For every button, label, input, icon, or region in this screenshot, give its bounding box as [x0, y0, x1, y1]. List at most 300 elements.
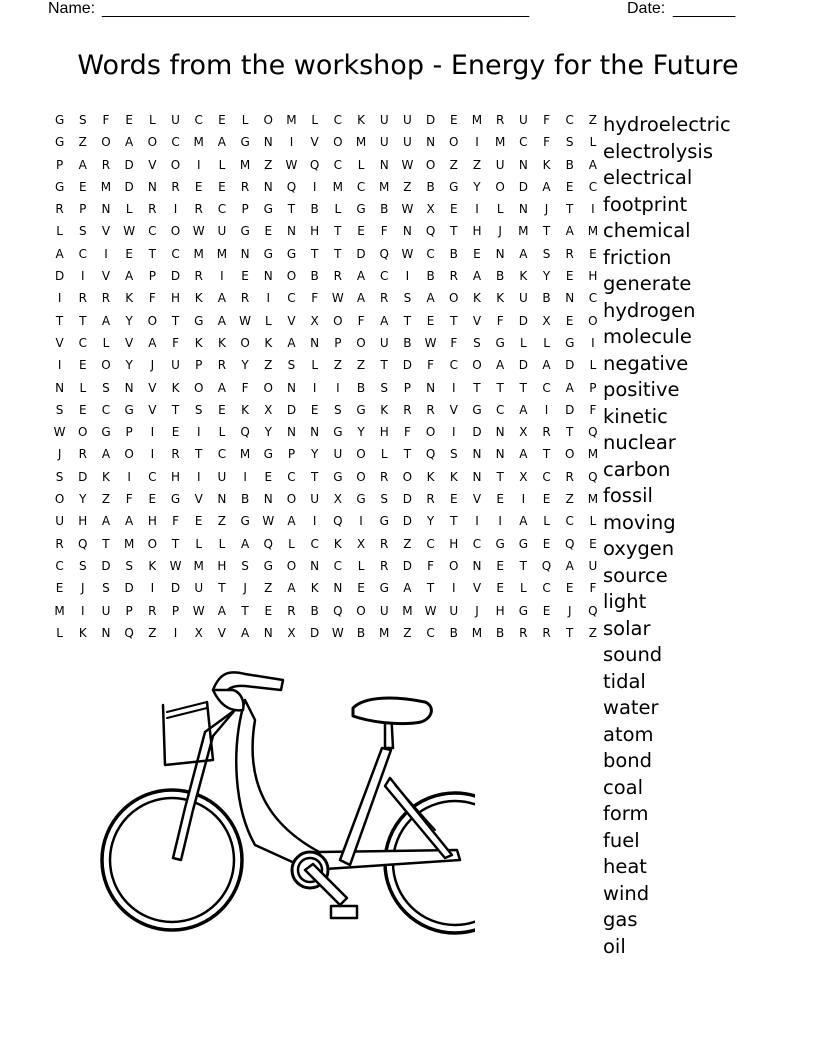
grid-letter: T — [218, 581, 226, 596]
grid-letter: A — [519, 402, 528, 417]
grid-letter: H — [171, 469, 181, 484]
grid-letter: M — [587, 224, 599, 239]
grid-letter: I — [591, 335, 595, 350]
grid-letter: O — [449, 135, 459, 150]
word-list-item: moving — [603, 510, 676, 534]
grid-letter: C — [495, 402, 505, 417]
grid-letter: T — [79, 313, 87, 328]
grid-letter: N — [55, 380, 65, 395]
grid-letter: S — [565, 135, 574, 150]
grid-letter: O — [193, 380, 204, 395]
grid-letter: C — [565, 113, 574, 127]
grid-letter: D — [565, 358, 575, 373]
grid-letter: A — [217, 291, 227, 306]
grid-letter: K — [426, 469, 435, 484]
grid-letter: L — [125, 202, 133, 217]
grid-letter: D — [101, 558, 111, 573]
grid-letter: M — [239, 447, 251, 462]
grid-letter: S — [102, 380, 110, 395]
grid-letter: S — [55, 469, 64, 484]
grid-letter: N — [518, 157, 528, 172]
grid-letter: F — [241, 380, 249, 395]
grid-letter: H — [379, 425, 389, 440]
grid-letter: N — [472, 558, 482, 573]
grid-letter: Z — [78, 135, 87, 150]
grid-letter: E — [78, 358, 87, 373]
grid-letter: K — [78, 625, 87, 640]
grid-letter: N — [263, 135, 273, 150]
grid-letter: M — [587, 447, 599, 462]
word-list-item: friction — [603, 245, 672, 269]
date-label: Date: — [627, 0, 666, 17]
grid-letter: E — [310, 402, 319, 417]
grid-letter: R — [240, 291, 250, 306]
grid-letter: C — [287, 291, 296, 306]
grid-letter: M — [379, 625, 390, 640]
grid-letter: G — [240, 224, 250, 239]
grid-letter: Q — [564, 536, 575, 551]
grid-letter: F — [450, 335, 458, 350]
grid-letter: L — [543, 335, 550, 350]
grid-letter: I — [173, 625, 178, 640]
grid-letter: K — [357, 113, 365, 127]
grid-letter: A — [496, 358, 505, 373]
word-list-item: hydroelectric — [603, 113, 731, 136]
word-list-item: hydrogen — [603, 298, 696, 322]
grid-letter: I — [196, 469, 201, 484]
grid-letter: L — [56, 625, 63, 640]
grid-letter: O — [564, 447, 575, 462]
grid-letter: N — [310, 335, 320, 350]
grid-letter: O — [78, 425, 88, 440]
word-list-item: source — [603, 563, 668, 587]
word-list-item: negative — [603, 351, 689, 375]
grid-letter: I — [498, 514, 502, 529]
grid-letter: E — [565, 179, 574, 194]
grid-letter: K — [194, 291, 203, 306]
grid-letter: T — [496, 380, 504, 395]
word-list-item: form — [603, 802, 649, 825]
grid-letter: R — [380, 558, 389, 573]
grid-letter: A — [78, 157, 87, 172]
grid-letter: E — [542, 492, 551, 507]
grid-letter: D — [518, 179, 528, 194]
grid-letter: X — [519, 469, 528, 484]
grid-letter: N — [286, 224, 296, 239]
grid-letter: J — [475, 603, 479, 618]
page-title: Words from the workshop - Energy for the Future — [77, 50, 739, 81]
grid-letter: H — [472, 224, 482, 239]
grid-letter: E — [218, 113, 226, 127]
grid-letter: B — [310, 603, 319, 618]
grid-row — [48, 536, 605, 558]
grid-letter: J — [57, 447, 62, 462]
grid-letter: I — [196, 425, 201, 440]
grid-letter: R — [565, 469, 574, 484]
grid-letter: E — [496, 492, 504, 507]
grid-letter: O — [588, 313, 598, 328]
grid-letter: A — [519, 514, 528, 529]
grid-row — [48, 313, 605, 335]
grid-letter: N — [495, 447, 505, 462]
grid-letter: C — [519, 135, 528, 150]
grid-letter: F — [496, 313, 504, 328]
grid-letter: O — [495, 179, 505, 194]
grid-letter: C — [426, 625, 435, 640]
grid-letter: D — [402, 514, 413, 529]
grid-letter: T — [473, 380, 481, 395]
grid-letter: S — [334, 402, 342, 417]
grid-letter: S — [78, 558, 87, 573]
grid-letter: L — [311, 113, 318, 127]
grid-letter: T — [566, 625, 574, 640]
grid-letter: S — [403, 291, 412, 306]
grid-letter: V — [148, 380, 157, 395]
grid-letter: I — [173, 202, 178, 217]
grid-letter: O — [356, 447, 366, 462]
grid-letter: P — [589, 380, 597, 395]
grid-letter: F — [380, 224, 388, 239]
grid-letter: P — [334, 335, 342, 350]
grid-letter: I — [475, 514, 479, 529]
grid-letter: T — [310, 246, 319, 261]
grid-letter: I — [266, 291, 271, 306]
grid-letter: E — [218, 402, 226, 417]
grid-letter: E — [565, 581, 574, 596]
grid-letter: O — [286, 558, 297, 573]
grid-letter: V — [287, 313, 296, 328]
grid-letter: O — [263, 113, 273, 127]
grid-letter: B — [449, 625, 458, 640]
grid-letter: X — [333, 492, 342, 507]
name-label: Name: — [48, 0, 96, 17]
grid-letter: Z — [588, 113, 598, 127]
grid-row — [48, 625, 605, 647]
grid-letter: E — [78, 402, 87, 417]
grid-letter: U — [194, 581, 204, 596]
grid-letter: F — [125, 492, 133, 507]
grid-letter: P — [125, 603, 133, 618]
grid-letter: L — [218, 536, 226, 551]
grid-letter: M — [518, 224, 529, 239]
grid-letter: R — [78, 291, 87, 306]
grid-letter: N — [310, 558, 320, 573]
grid-letter: G — [333, 425, 343, 440]
date-field[interactable]: _______ — [673, 1, 736, 18]
grid-letter: X — [264, 402, 273, 417]
grid-letter: C — [55, 558, 64, 573]
grid-letter: A — [403, 581, 412, 596]
grid-letter: Q — [78, 536, 88, 551]
grid-letter: Q — [588, 425, 598, 440]
word-list-item: wind — [603, 881, 650, 905]
grid-letter: B — [542, 291, 551, 306]
grid-letter: G — [495, 335, 505, 350]
grid-letter: O — [147, 536, 158, 551]
grid-letter: I — [81, 603, 85, 618]
grid-letter: I — [452, 581, 456, 596]
grid-letter: V — [217, 625, 227, 640]
grid-letter: I — [150, 581, 155, 596]
grid-letter: A — [55, 246, 64, 261]
word-list-item: heat — [603, 855, 647, 878]
grid-letter: A — [565, 380, 574, 395]
grid-letter: M — [193, 246, 204, 261]
grid-letter: F — [403, 425, 411, 440]
grid-letter: V — [472, 581, 482, 596]
grid-letter: C — [542, 380, 551, 395]
grid-letter: N — [379, 157, 389, 172]
grid-letter: B — [403, 335, 412, 350]
grid-letter: L — [56, 224, 63, 239]
grid-letter: D — [170, 581, 181, 596]
grid-letter: A — [217, 135, 227, 150]
grid-letter: N — [495, 246, 505, 261]
grid-letter: L — [334, 202, 342, 217]
grid-letter: J — [81, 581, 85, 596]
grid-letter: C — [148, 469, 157, 484]
grid-letter: B — [449, 246, 458, 261]
grid-letter: N — [426, 380, 436, 395]
grid-letter: C — [449, 358, 458, 373]
grid-letter: A — [217, 603, 227, 618]
grid-letter: J — [243, 581, 247, 596]
grid-letter: E — [449, 202, 458, 217]
grid-letter: D — [54, 269, 65, 284]
grid-letter: U — [379, 335, 389, 350]
grid-letter: T — [310, 469, 319, 484]
grid-letter: A — [125, 135, 134, 150]
grid-letter: X — [356, 536, 366, 551]
grid-letter: C — [333, 558, 343, 573]
grid-letter: A — [217, 380, 227, 395]
grid-letter: A — [472, 269, 482, 284]
word-list-item: kinetic — [603, 404, 668, 428]
grid-letter: G — [356, 492, 366, 507]
grid-letter: D — [518, 313, 528, 328]
grid-letter: M — [54, 603, 65, 618]
grid-letter: U — [518, 113, 528, 127]
grid-letter: M — [471, 113, 483, 127]
grid-letter: S — [102, 581, 110, 596]
grid-letter: O — [425, 425, 436, 440]
grid-row — [48, 580, 605, 602]
grid-letter: A — [148, 335, 157, 350]
grid-letter: A — [565, 558, 574, 573]
grid-letter: F — [172, 335, 179, 350]
grid-letter: E — [125, 246, 133, 261]
grid-letter: C — [333, 157, 343, 172]
grid-letter: D — [425, 113, 436, 127]
word-list-item: oxygen — [603, 537, 675, 560]
grid-letter: F — [427, 558, 435, 573]
grid-letter: R — [287, 603, 296, 618]
grid-letter: X — [426, 202, 435, 217]
grid-letter: N — [426, 135, 436, 150]
grid-letter: J — [544, 202, 549, 217]
grid-letter: V — [55, 335, 64, 350]
grid-letter: L — [195, 536, 203, 551]
grid-letter: M — [193, 558, 204, 573]
grid-letter: Y — [473, 179, 481, 194]
grid-letter: E — [264, 469, 273, 484]
grid-letter: G — [518, 603, 528, 618]
grid-letter: Z — [472, 157, 482, 172]
grid-letter: H — [495, 603, 505, 618]
grid-letter: H — [588, 269, 598, 284]
grid-letter: L — [311, 358, 318, 373]
grid-letter: T — [171, 402, 180, 417]
grid-letter: G — [356, 202, 366, 217]
grid-letter: R — [171, 179, 180, 194]
grid-letter: Q — [588, 603, 598, 618]
grid-letter: W — [169, 558, 182, 573]
grid-letter: Q — [541, 558, 552, 573]
grid-letter: B — [240, 492, 250, 507]
grid-letter: T — [334, 246, 342, 261]
grid-letter: C — [333, 113, 343, 127]
grid-letter: T — [450, 514, 458, 529]
grid-letter: N — [263, 625, 273, 640]
grid-letter: B — [380, 202, 389, 217]
grid-letter: Z — [217, 514, 227, 529]
grid-letter: V — [310, 135, 319, 150]
grid-letter: O — [356, 603, 366, 618]
grid-letter: K — [519, 269, 528, 284]
grid-letter: H — [147, 514, 157, 529]
grid-letter: G — [449, 179, 459, 194]
grid-row — [48, 112, 605, 134]
grid-row — [48, 268, 605, 290]
grid-letter: G — [356, 402, 366, 417]
grid-letter: F — [311, 291, 319, 306]
grid-letter: R — [333, 269, 343, 284]
grid-letter: P — [125, 425, 133, 440]
grid-letter: Z — [101, 492, 111, 507]
grid-row — [48, 201, 605, 223]
grid-letter: N — [217, 492, 227, 507]
grid-letter: C — [380, 269, 389, 284]
grid-letter: I — [544, 402, 549, 417]
grid-letter: M — [402, 603, 413, 618]
grid-letter: W — [192, 224, 205, 239]
grid-letter: L — [357, 558, 365, 573]
grid-letter: S — [542, 246, 551, 261]
word-list-item: positive — [603, 378, 680, 401]
bicycle-icon — [95, 660, 475, 960]
grid-letter: C — [426, 246, 435, 261]
grid-letter: W — [123, 224, 136, 239]
grid-letter: O — [240, 335, 250, 350]
grid-letter: A — [287, 514, 296, 529]
grid-letter: B — [426, 179, 435, 194]
grid-letter: U — [379, 603, 389, 618]
grid-letter: H — [217, 558, 227, 573]
grid-letter: D — [472, 425, 482, 440]
grid-letter: C — [472, 536, 482, 551]
grid-letter: Q — [333, 514, 343, 529]
word-list-item: oil — [603, 934, 626, 958]
grid-letter: P — [55, 157, 64, 172]
grid-letter: I — [591, 202, 595, 217]
grid-letter: D — [518, 358, 528, 373]
grid-letter: F — [543, 135, 550, 150]
grid-letter: C — [101, 402, 111, 417]
grid-letter: Y — [125, 313, 133, 328]
grid-letter: O — [333, 313, 343, 328]
grid-letter: C — [542, 581, 551, 596]
grid-letter: C — [171, 246, 180, 261]
grid-letter: L — [520, 581, 527, 596]
grid-row — [48, 491, 605, 513]
word-list-item: electrical — [603, 166, 693, 189]
grid-letter: O — [263, 380, 273, 395]
grid-letter: N — [518, 202, 528, 217]
grid-letter: L — [589, 358, 597, 373]
grid-letter: T — [171, 536, 180, 551]
grid-row — [48, 402, 605, 424]
grid-letter: V — [101, 269, 111, 284]
word-list-item: generate — [603, 272, 692, 295]
grid-letter: Y — [310, 447, 319, 462]
grid-letter: S — [287, 358, 296, 373]
grid-letter: E — [55, 581, 64, 596]
grid-letter: X — [287, 625, 296, 640]
grid-letter: Z — [264, 157, 273, 172]
grid-letter: G — [379, 514, 389, 529]
grid-letter: C — [426, 536, 435, 551]
grid-row — [48, 335, 605, 357]
grid-letter: T — [519, 380, 528, 395]
grid-letter: R — [380, 291, 389, 306]
grid-letter: D — [565, 402, 575, 417]
grid-letter: G — [472, 402, 482, 417]
grid-letter: I — [312, 179, 317, 194]
grid-letter: E — [264, 224, 273, 239]
grid-letter: L — [543, 514, 550, 529]
grid-letter: L — [218, 157, 226, 172]
grid-letter: O — [356, 469, 366, 484]
grid-letter: C — [310, 536, 319, 551]
grid-letter: L — [288, 536, 295, 551]
grid-letter: P — [171, 603, 180, 618]
grid-row — [48, 157, 605, 179]
grid-letter: O — [333, 135, 343, 150]
grid-letter: U — [518, 291, 528, 306]
grid-letter: R — [194, 202, 203, 217]
grid-letter: O — [147, 135, 158, 150]
grid-letter: K — [542, 157, 551, 172]
grid-letter: O — [170, 157, 181, 172]
grid-letter: C — [171, 135, 180, 150]
grid-row — [48, 424, 605, 446]
grid-letter: E — [589, 246, 597, 261]
grid-letter: E — [426, 313, 435, 328]
grid-letter: R — [542, 425, 551, 440]
grid-letter: E — [565, 269, 574, 284]
grid-letter: T — [287, 202, 296, 217]
grid-row — [48, 357, 605, 379]
grid-letter: R — [495, 113, 505, 127]
grid-letter: G — [54, 113, 65, 127]
grid-letter: V — [449, 402, 458, 417]
grid-letter: L — [241, 113, 249, 127]
grid-letter: I — [57, 291, 62, 306]
grid-letter: A — [565, 224, 574, 239]
grid-letter: W — [262, 514, 275, 529]
name-field[interactable]: ________________________________________________ — [102, 1, 530, 18]
grid-row — [48, 179, 605, 201]
